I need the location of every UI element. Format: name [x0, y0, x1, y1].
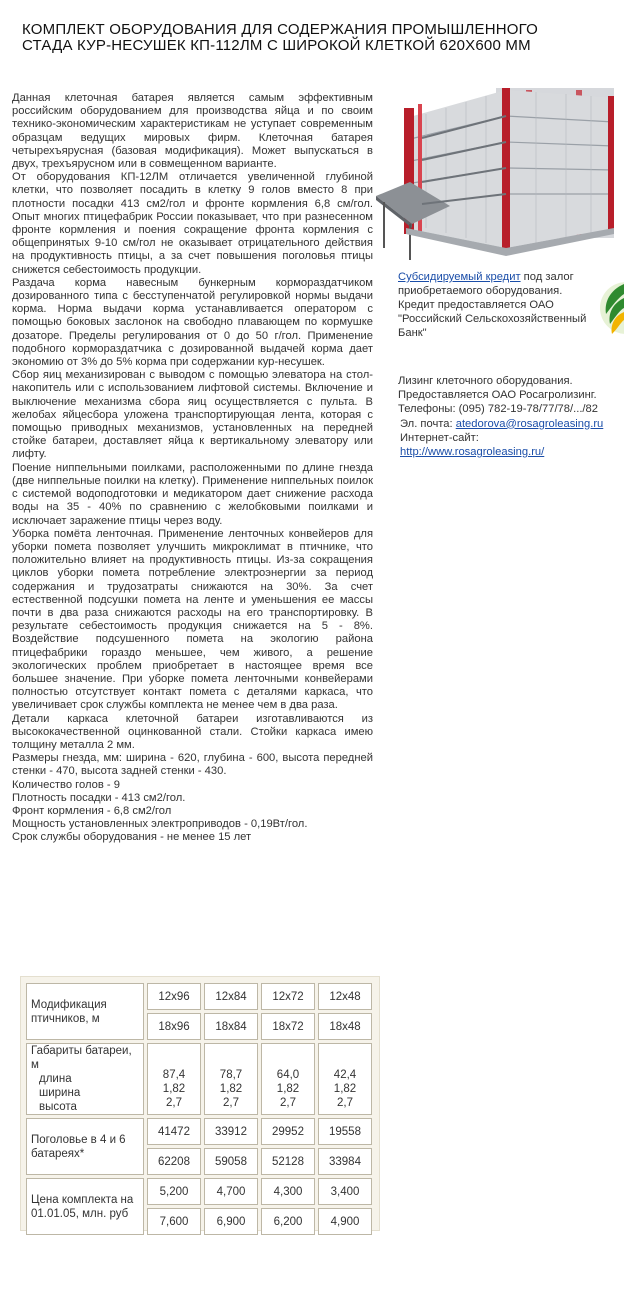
table-cell: 42,4 1,82 2,7 — [318, 1043, 372, 1115]
dim-label-title: Габариты батареи, м — [31, 1045, 132, 1071]
dim-label-height: высота — [39, 1101, 77, 1113]
table-row — [26, 1043, 372, 1115]
paragraph-frame: Детали каркаса клеточной батареи изготавливаются из высококачественной оцинкованной стали. Стойки каркаса имею толщину металла 2 мм. — [12, 712, 373, 751]
table-cell: 5,200 — [147, 1178, 201, 1205]
dim-label-width: ширина — [39, 1087, 81, 1099]
table-cell: 52128 — [261, 1148, 315, 1175]
table-cell: 12х96 — [147, 983, 201, 1010]
table-row — [26, 1178, 372, 1205]
table-cell: 59058 — [204, 1148, 258, 1175]
table-cell: 78,7 1,82 2,7 — [204, 1043, 258, 1115]
dim-label-length: длина — [39, 1073, 72, 1085]
spec-nest-size: Размеры гнезда, мм: ширина - 620, глубина - 600, высота передней стенки - 470, высота задней стенки - 430. — [12, 752, 373, 778]
table-row — [26, 983, 372, 1010]
leasing-line-1: Лизинг клеточного оборудования. — [398, 375, 573, 387]
paragraph-feeding: Раздача корма навесным бункерным кормораздатчиком дозированного типа с бесступенчатой регулировкой нормы выдачи корма. Норма выдачи корма устанавливается оператором с помощью боковых заслонок на свободно плавающем по кормушке дозаторе. Пределы регулирования от 0 до 50 г/гол. Применение подобного кормораздатчика с дозированной выдачей корма дает экономию от 3% до 5% корма при содержании кур-несушек. — [12, 276, 373, 369]
leasing-line-2: Предоставляется ОАО Росагролизинг. — [398, 389, 597, 402]
bank-logo — [594, 268, 624, 348]
table-cell: 18х72 — [261, 1013, 315, 1040]
specs-table-container — [20, 976, 380, 1231]
leasing-info — [398, 374, 624, 459]
table-cell: 12х72 — [261, 983, 315, 1010]
table-cell: 4,300 — [261, 1178, 315, 1205]
page-title-line-2: СТАДА КУР-НЕСУШЕК КП-112ЛМ С ШИРОКОЙ КЛЕТКОЙ 620Х600 ММ — [22, 37, 531, 54]
table-cell: 87,4 1,82 2,7 — [147, 1043, 201, 1115]
paragraph-egg-collection: Сбор яиц механизирован с выводом с помощью элеватора на стол-накопитель или с использованием лифтовой системы. Включение и выключение механизма сбора яиц осуществляется с пульта. В желобах яйцесбора уложена транспортирующая лента, которая с помощью приводных механизмов, установленных на передней стойке батареи, доставляет яйца к вертикальному элеватору или лифту. — [12, 369, 373, 461]
table-row — [26, 1118, 372, 1145]
subsidized-credit-link[interactable]: Субсидируемый кредит — [398, 271, 521, 283]
paragraph-watering: Поение ниппельными поилками, расположенными по длине гнезда (две ниппельные поилки на клетку). Применение ниппельных поилок с системой водоподготовки и медикатором дает снижение расхода воды на 35 - 40% по сравнению с желобковыми поилками и исключает заражение птицы через воду. — [12, 461, 373, 527]
spec-feed-front: Фронт кормления - 6,8 см2/гол — [12, 804, 172, 817]
credit-info — [398, 270, 594, 340]
paragraph-cage-depth: От оборудования КП-12ЛМ отличается увеличенной глубиной клетки, что позволяет посадить в клетку 9 голов вместо 8 при плотности посадки 413 см2/гол и фронте кормления 6,8 см/гол. Опыт многих птицефабрик России показывает, что при разнесенном фронте кормления и поения сокращение фронта кормления с общепринятых 9-10 см/гол не оказывает отрицательного действия на продуктивность птицы, а за счет повышения поголовья птицы снижется себестоимость продукции. — [12, 171, 373, 276]
spec-density: Плотность посадки - 413 см2/гол. — [12, 791, 186, 804]
table-cell: 33984 — [318, 1148, 372, 1175]
table-cell: 29952 — [261, 1118, 315, 1145]
row-label-dimensions — [26, 1043, 144, 1115]
row-label-headcount: Поголовье в 4 и 6 батареях* — [26, 1118, 144, 1175]
table-cell: 62208 — [147, 1148, 201, 1175]
table-cell: 18х84 — [204, 1013, 258, 1040]
table-cell: 4,900 — [318, 1208, 372, 1235]
table-cell: 18х48 — [318, 1013, 372, 1040]
table-cell: 6,200 — [261, 1208, 315, 1235]
article-body — [12, 92, 373, 845]
row-label-price: Цена комплекта на 01.01.05, млн. руб — [26, 1178, 144, 1235]
table-cell: 18х96 — [147, 1013, 201, 1040]
table-cell: 3,400 — [318, 1178, 372, 1205]
leasing-site-row — [398, 445, 624, 459]
credit-text-2: Кредит предоставляется ОАО "Российский Сельскохозяйственный Банк" — [398, 299, 587, 339]
leasing-email-row — [398, 417, 624, 431]
spec-service-life: Срок службы оборудования - не менее 15 лет — [12, 831, 252, 844]
page-title — [22, 22, 602, 54]
email-label: Эл. почта: — [400, 417, 456, 430]
table-cell: 33912 — [204, 1118, 258, 1145]
cage-battery-photo — [376, 78, 620, 264]
table-cell: 6,900 — [204, 1208, 258, 1235]
paragraph-manure: Уборка помёта ленточная. Применение ленточных конвейеров для уборки помета позволяет улучшить микроклимат в птичнике, что положительно влияет на продуктивность птицы. Из-за сокращения циклов уборки помета потребление электроэнергии за период содержания и трудозатраты снижаются на 30%. За счет естественной подсушки помета на ленте и уменьшения ее массы почти в два раза снижаются расходы на его транспортировку. В результате себестоимость продукция снижается на 5 - 8%. Воздействие подсушенного помета на экологию района птицефабрики гораздо меньшее, чем живого, а решение экологических проблем приобретает в настоящее время все большее значение. При уборке помета ленточными конвейерами полностью отсутствует контакт помета с деталями каркаса, что увеличивает срок службы комплекта не менее чем в два раза. — [12, 527, 373, 712]
email-link[interactable]: atedorova@rosagroleasing.ru — [455, 417, 604, 430]
website-link[interactable]: http://www.rosagroleasing.ru/ — [400, 446, 545, 459]
table-cell: 12х84 — [204, 983, 258, 1010]
page-title-line-1: КОМПЛЕКТ ОБОРУДОВАНИЯ ДЛЯ СОДЕРЖАНИЯ ПРОМЫШЛЕННОГО — [22, 21, 539, 38]
specs-table — [23, 980, 375, 1238]
leasing-site-label: Интернет-сайт: — [400, 431, 479, 444]
table-cell: 7,600 — [147, 1208, 201, 1235]
table-cell: 41472 — [147, 1118, 201, 1145]
table-cell: 64,0 1,82 2,7 — [261, 1043, 315, 1115]
credit-text-1: под залог приобретаемого оборудования. — [398, 271, 574, 297]
paragraph-intro: Данная клеточная батарея является самым эффективным российским оборудованием для производства яйца и по своим технико-экономическим характеристикам не уступает современным образцам ведущих мировых фирм. Клеточная батарея четырехъярусная (базовая модификация). Может выпускаться в двух, трехъярусном или в совмещенном варианте. — [12, 92, 373, 171]
table-cell: 4,700 — [204, 1178, 258, 1205]
table-cell: 19558 — [318, 1118, 372, 1145]
table-cell: 12х48 — [318, 983, 372, 1010]
spec-head-count: Количество голов - 9 — [12, 778, 120, 791]
spec-power: Мощность установленных электроприводов - 0,19Вт/гол. — [12, 818, 308, 831]
row-label-modification: Модификация птичников, м — [26, 983, 144, 1040]
leasing-phones: Телефоны: (095) 782-19-78/77/78/.../82 — [398, 403, 598, 416]
